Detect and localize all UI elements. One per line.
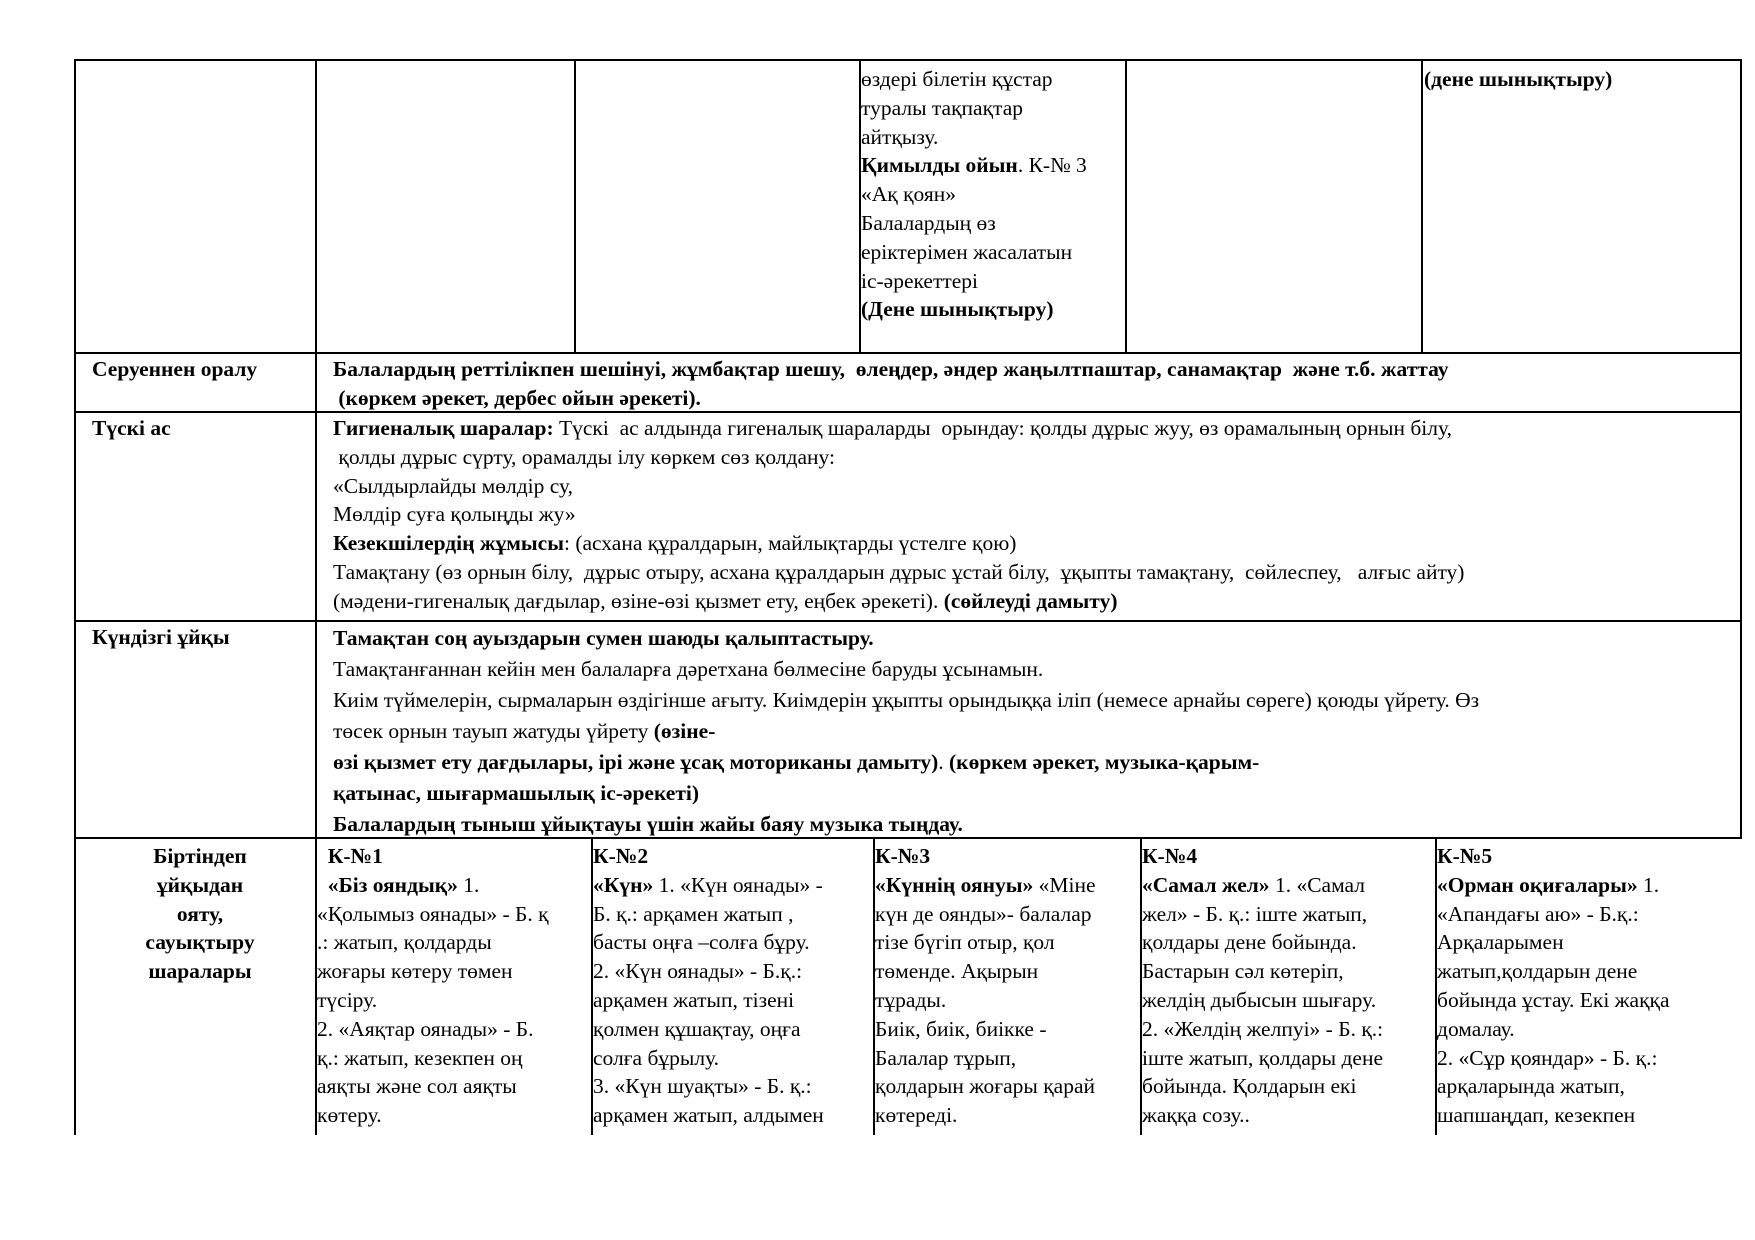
text-span: Түскі ас алдында гигеналық шараларды орындау: қолды дұрыс жуу, өз орамалының орнын білу,: [553, 416, 1452, 440]
hygiene-heading: Гигиеналық шаралар:: [333, 416, 554, 440]
top-col-divider-2: [574, 59, 576, 353]
text-line: домалау.: [1437, 1016, 1515, 1041]
text-line: ояту,: [176, 901, 224, 926]
text-line: [333, 529, 1464, 558]
text-line: 2. «Аяқтар оянады» - Б.: [317, 1016, 534, 1041]
text-line: аяқты және сол аяқты: [317, 1074, 517, 1099]
text-line: қолды дұрыс сүрту, орамалды ілу көркем сөз қолдану:: [333, 444, 835, 469]
text-line: түсіру.: [317, 987, 378, 1012]
text-line: «Апандағы аю» - Б.қ.:: [1437, 901, 1639, 926]
text-line: Тамақтан соң ауыздарын сумен шаюды қалыптастыру.: [333, 626, 874, 650]
text-span: .: [938, 750, 950, 774]
text-span: (өзіне-: [653, 719, 716, 743]
text-line: жел» - Б. қ.: іште жатып,: [1142, 901, 1368, 926]
card-number: К-№3: [875, 844, 931, 868]
text-line: 2. «Күн оянады» - Б.қ.:: [593, 959, 803, 984]
text-line: қатынас, шығармашылық іс-әрекеті): [333, 781, 700, 805]
row-divider-3: [74, 620, 1742, 622]
top-row-activity-cell: [861, 65, 1087, 324]
text-line: қолдарын жоғары қарай: [875, 1074, 1095, 1099]
text-line: 2. «Сұр қояндар» - Б. қ.:: [1437, 1045, 1658, 1070]
text-span: 1. «Самал: [1269, 872, 1365, 897]
text-line: сауықтыру: [145, 930, 255, 955]
text-line: бойында. Қолдарын екі: [1142, 1074, 1357, 1099]
text-line: еріктерімен жасалатын: [861, 239, 1073, 264]
text-line: Мөлдір суға қолыңды жу»: [333, 502, 576, 527]
text-line: тұрады.: [875, 987, 947, 1012]
text-line: күн де оянды»- балалар: [875, 901, 1092, 926]
text-span: : (асхана құралдарын, майлықтарды үстелге қою): [564, 531, 1017, 556]
card-title: «Орман оқиғалары»: [1437, 872, 1638, 897]
text-line: [333, 716, 1479, 747]
text-line: (көркем әрекет, дербес ойын әрекеті).: [333, 385, 701, 410]
text-line: (дене шынықтыру): [1424, 67, 1613, 91]
text-line: [875, 871, 1096, 900]
text-line: қ.: жатып, кезекпен оң: [317, 1045, 523, 1070]
row-label-lunch: Түскі ас: [92, 416, 171, 440]
text-line: шаралары: [148, 959, 252, 984]
text-line: [1142, 871, 1383, 900]
card-title: «Күн»: [593, 872, 654, 897]
card-number: К-№5: [1437, 844, 1493, 868]
nap-content: [333, 623, 1479, 840]
row-label-nap: Күндізгі ұйқы: [92, 625, 230, 649]
text-line: арқамен жатып, алдымен: [593, 1103, 824, 1128]
card-number: К-№1: [317, 844, 383, 868]
text-line: «Сылдырлайды мөлдір су,: [333, 473, 574, 498]
text-line: жаққа созу..: [1142, 1103, 1250, 1128]
text-line: жатып,қолдарын дене: [1437, 959, 1638, 984]
text-line: 2. «Желдің желпуі» - Б. қ.:: [1142, 1016, 1384, 1041]
row-label-wake: [100, 842, 300, 986]
table-right-border: [1740, 59, 1742, 838]
text-line: Балалардың тыныш ұйықтауы үшін жайы баяу музыка тыңдау.: [333, 812, 963, 836]
text-line: тізе бүгіп отыр, қол: [875, 930, 1055, 955]
text-line: «Ақ қоян»: [861, 182, 957, 207]
text-line: [333, 587, 1464, 616]
text-span: 1. «Күн оянады» -: [653, 872, 823, 897]
text-line: Б. қ.: арқамен жатып ,: [593, 901, 794, 926]
text-line: өздері білетін құстар: [861, 67, 1053, 91]
text-line: бойында ұстау. Екі жаққа: [1437, 987, 1670, 1012]
card-number: К-№4: [1142, 844, 1198, 868]
table-top-border: [74, 59, 1742, 61]
text-line: Балалар тұрып,: [875, 1045, 1017, 1070]
game-number: . К-№ 3: [1017, 153, 1087, 178]
speech-dev-note: (сөйлеуді дамыту): [943, 588, 1118, 613]
card-number: К-№2: [593, 844, 649, 868]
card-title: «Біз ояндық»: [317, 872, 458, 897]
text-line: [1437, 871, 1670, 900]
text-line: (Дене шынықтыру): [861, 297, 1054, 322]
text-line: іште жатып, қолдары дене: [1142, 1045, 1384, 1070]
wake-exercise-card-4: [1142, 842, 1383, 1130]
text-line: Балалардың реттілікпен шешінуі, жұмбақтар шешу, өлеңдер, әндер жаңылтпаштар, санамақтар және т.б. жаттау: [333, 357, 1449, 381]
card-title: «Күннің оянуы»: [875, 872, 1034, 897]
text-line: ұйқыдан: [156, 872, 244, 897]
text-span: (көркем әрекет, музыка-қарым-: [949, 750, 1260, 774]
text-line: Биік, биік, биікке -: [875, 1016, 1047, 1041]
text-line: [861, 151, 1087, 180]
text-line: солға бұрылу.: [593, 1045, 720, 1070]
card-title: «Самал жел»: [1142, 872, 1270, 897]
game-title: Қимылды ойын: [861, 153, 1018, 178]
top-row-last-cell: [1424, 65, 1612, 94]
text-line: көтереді.: [875, 1103, 958, 1128]
text-line: іс-әрекеттері: [861, 268, 979, 293]
lunch-content: [333, 414, 1464, 616]
top-col-divider-4: [1125, 59, 1127, 353]
row-label-return-walk: Серуеннен оралу: [92, 357, 258, 381]
top-col-divider-5: [1421, 59, 1423, 353]
text-line: жоғары көтеру төмен: [317, 959, 513, 984]
text-line: [593, 871, 824, 900]
text-span: 1.: [1637, 872, 1660, 897]
wake-exercise-card-5: [1437, 842, 1670, 1130]
row-divider-1: [74, 352, 1742, 354]
text-line: Тамақтанғаннан кейін мен балаларға дәретхана бөлмесіне баруды ұсынамын.: [333, 657, 1044, 681]
text-line: Біртіндеп: [153, 844, 247, 868]
text-line: .: жатып, қолдарды: [317, 930, 492, 955]
duty-heading: Кезекшілердің жұмысы: [333, 531, 564, 556]
text-line: басты оңға –солға бұру.: [593, 930, 810, 955]
text-line: Бастарын сәл көтеріп,: [1142, 959, 1344, 984]
return-walk-content: [333, 355, 1449, 413]
text-span: төсек орнын тауып жатуды үйрету: [333, 719, 654, 743]
text-line: [317, 871, 549, 900]
text-line: [333, 747, 1479, 778]
wake-exercise-card-2: [593, 842, 824, 1130]
text-line: Тамақтану (өз орнын білу, дұрыс отыру, асхана құралдарын дұрыс ұстай білу, ұқыпты тамақтану, сөйлеспеу, алғыс айту): [333, 559, 1465, 584]
text-line: арқаларында жатып,: [1437, 1074, 1625, 1099]
text-line: желдің дыбысын шығару.: [1142, 987, 1377, 1012]
text-span: (мәдени-гигеналық дағдылар, өзіне-өзі қызмет ету, еңбек әрекеті).: [333, 588, 944, 613]
text-line: [333, 414, 1464, 443]
text-line: қолдары дене бойында.: [1142, 930, 1357, 955]
text-line: 3. «Күн шуақты» - Б. қ.:: [593, 1074, 812, 1099]
text-line: шапшаңдап, кезекпен: [1437, 1103, 1636, 1128]
text-line: төменде. Ақырын: [875, 959, 1039, 984]
text-span: өзі қызмет ету дағдылары, ірі және ұсақ моториканы дамыту): [333, 750, 939, 774]
table-left-border: [74, 59, 76, 1135]
text-line: туралы тақпақтар: [861, 95, 1023, 120]
text-span: 1.: [457, 872, 480, 897]
text-line: арқамен жатып, тізені: [593, 987, 795, 1012]
text-line: Арқаларымен: [1437, 930, 1564, 955]
text-span: «Міне: [1033, 872, 1096, 897]
text-line: «Қолымыз оянады» - Б. қ: [317, 901, 549, 926]
text-line: Киім түймелерін, сырмаларын өздігінше ағыту. Киімдерін ұқыпты орындыққа іліп (немесе арнайы сөреге) қоюды үйрету. Өз: [333, 688, 1480, 712]
wake-exercise-card-1: [317, 842, 549, 1130]
text-line: көтеру.: [317, 1103, 382, 1128]
text-line: Балалардың өз: [861, 210, 996, 235]
text-line: қолмен құшақтау, оңға: [593, 1016, 801, 1041]
wake-exercise-card-3: [875, 842, 1096, 1130]
text-line: айтқызу.: [861, 124, 939, 149]
